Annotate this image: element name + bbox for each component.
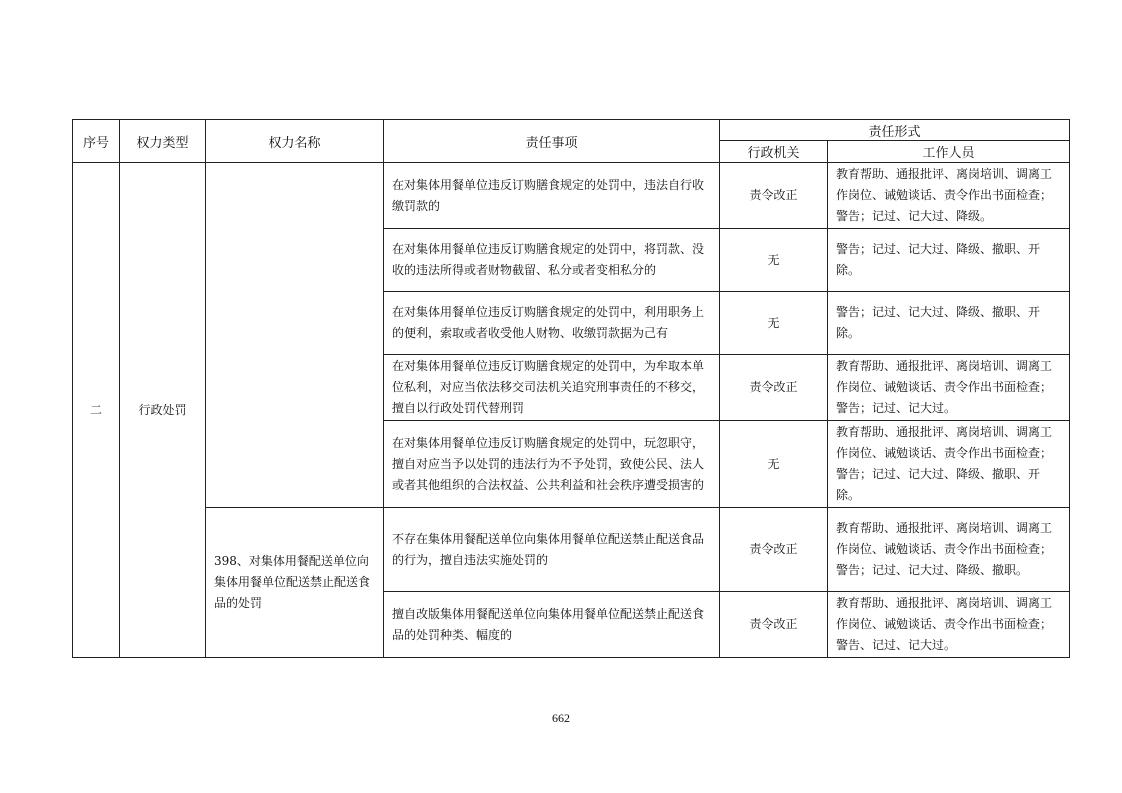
staff-cell: 教育帮助、通报批评、离岗培训、调离工作岗位、诫勉谈话、责令作出书面检查；警告；记过、记大过、降级、撤职、开除。 [828,421,1070,508]
organ-cell: 无 [720,292,828,355]
responsibility-table-container [72,119,1070,658]
staff-cell: 教育帮助、通报批评、离岗培训、调离工作岗位、诫勉谈话、责令作出书面检查；警告；记过、记大过、降级。 [828,163,1070,229]
matter-cell: 在对集体用餐单位违反订购膳食规定的处罚中，将罚款、没收的违法所得或者财物截留、私分或者变相私分的 [384,229,720,292]
staff-cell: 教育帮助、通报批评、离岗培训、调离工作岗位、诫勉谈话、责令作出书面检查；警告、记过、记大过。 [828,592,1070,658]
header-responsibility: 责任事项 [384,120,720,163]
header-power-name: 权力名称 [206,120,384,163]
staff-cell: 警告；记过、记大过、降级、撤职、开除。 [828,292,1070,355]
matter-cell: 在对集体用餐单位违反订购膳食规定的处罚中，利用职务上的便利，索取或者收受他人财物、收缴罚款据为己有 [384,292,720,355]
table-row [73,163,1070,229]
matter-cell: 在对集体用餐单位违反订购膳食规定的处罚中，玩忽职守，擅自对应当予以处罚的违法行为不予处罚，致使公民、法人或者其他组织的合法权益、公共利益和社会秩序遭受损害的 [384,421,720,508]
responsibility-table [72,119,1070,658]
seq-cell: 二 [73,163,120,658]
staff-cell: 教育帮助、通报批评、离岗培训、调离工作岗位、诫勉谈话、责令作出书面检查；警告；记过、记大过。 [828,355,1070,421]
power-type-cell: 行政处罚 [120,163,206,658]
staff-cell: 警告；记过、记大过、降级、撤职、开除。 [828,229,1070,292]
organ-cell: 无 [720,421,828,508]
header-admin-organ: 行政机关 [720,141,828,163]
header-staff: 工作人员 [828,141,1070,163]
organ-cell: 责令改正 [720,592,828,658]
table-row [73,508,1070,592]
matter-cell: 擅自改版集体用餐配送单位向集体用餐单位配送禁止配送食品的处罚种类、幅度的 [384,592,720,658]
power-name-cell: 398、对集体用餐配送单位向集体用餐单位配送禁止配送食品的处罚 [206,508,384,658]
header-form: 责任形式 [720,120,1070,141]
organ-cell: 责令改正 [720,508,828,592]
organ-cell: 责令改正 [720,163,828,229]
header-power-type: 权力类型 [120,120,206,163]
organ-cell: 责令改正 [720,355,828,421]
organ-cell: 无 [720,229,828,292]
page-number: 662 [552,711,570,725]
matter-cell: 在对集体用餐单位违反订购膳食规定的处罚中，违法自行收缴罚款的 [384,163,720,229]
matter-cell: 不存在集体用餐配送单位向集体用餐单位配送禁止配送食品的行为，擅自违法实施处罚的 [384,508,720,592]
staff-cell: 教育帮助、通报批评、离岗培训、调离工作岗位、诫勉谈话、责令作出书面检查；警告；记过、记大过、降级、撤职。 [828,508,1070,592]
matter-cell: 在对集体用餐单位违反订购膳食规定的处罚中，为牟取本单位私利，对应当依法移交司法机关追究刑事责任的不移交，擅自以行政处罚代替刑罚 [384,355,720,421]
power-name-cell-empty [206,163,384,508]
header-seq: 序号 [73,120,120,163]
